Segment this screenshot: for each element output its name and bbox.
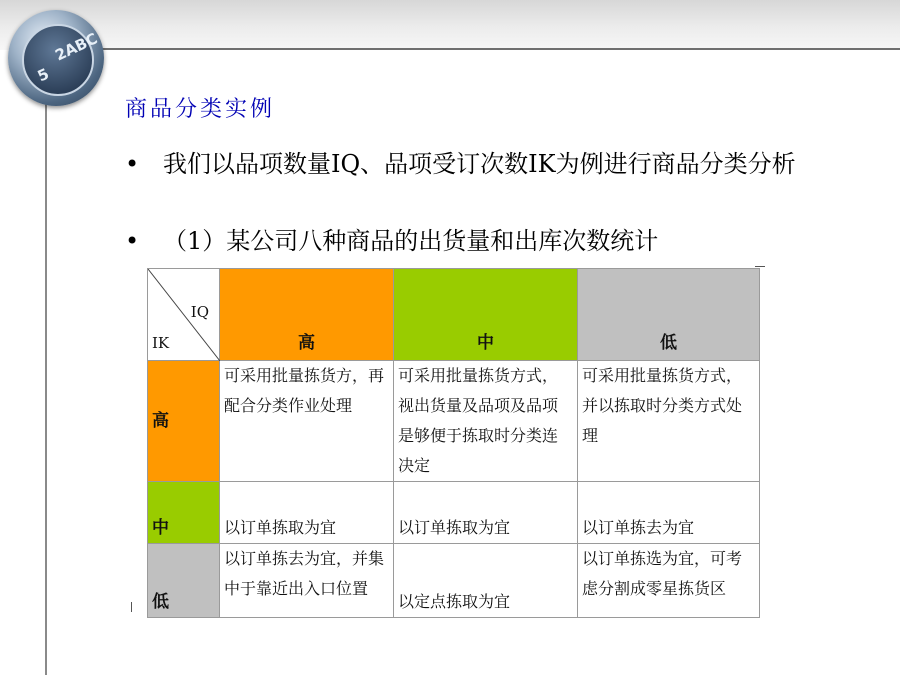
column-header-mid: 中 (394, 269, 578, 361)
keypad-logo-icon (8, 10, 104, 106)
bullet-marker: • (125, 150, 140, 178)
corner-iq-label: IQ (190, 303, 209, 321)
table-cell: 以订单拣选为宜，可考虑分割成零星拣货区 (578, 544, 760, 618)
logo-key-5: 5 (34, 64, 52, 86)
table-cell: 以订单拣去为宜 (578, 482, 760, 544)
column-header-low: 低 (578, 269, 760, 361)
column-header-high: 高 (220, 269, 394, 361)
header-band (0, 0, 900, 50)
header-rule (95, 48, 900, 50)
table-cell: 以订单拣取为宜 (394, 482, 578, 544)
bullet-text: （1）某公司八种商品的出货量和出库次数统计 (163, 227, 659, 255)
bullet-marker: • (125, 227, 140, 255)
iq-ik-matrix (147, 268, 760, 618)
corner-ik-label: IK (152, 334, 170, 352)
table-cell: 可采用批量拣货方式，并以拣取时分类方式处理 (578, 361, 760, 482)
row-header-mid: 中 (148, 482, 220, 544)
classification-table-image (131, 262, 763, 620)
bullet-text: 我们以品项数量IQ、品项受订次数IK为例进行商品分类分析 (163, 150, 796, 178)
row-header-low: 低 (148, 544, 220, 618)
table-cell: 可采用批量拣货方式，视出货量及品项及品项是够便于拣取时分类连决定 (394, 361, 578, 482)
table-cell: 可采用批量拣货方，再配合分类作业处理 (220, 361, 394, 482)
crop-mark (755, 266, 765, 267)
row-header-high: 高 (148, 361, 220, 482)
table-cell: 以订单拣去为宜，并集中于靠近出入口位置 (220, 544, 394, 618)
logo-key-2: 2ABC (52, 29, 101, 65)
table-cell: 以订单拣取为宜 (220, 482, 394, 544)
crop-mark (131, 602, 132, 612)
slide-title: 商品分类实例 (125, 97, 276, 122)
corner-header-cell (148, 269, 220, 361)
left-rule (45, 90, 47, 675)
table-cell: 以定点拣取为宜 (394, 544, 578, 618)
